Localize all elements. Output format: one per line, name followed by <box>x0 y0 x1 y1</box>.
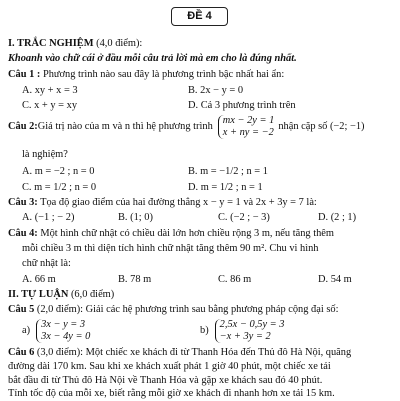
q3-text: Tọa độ giao điểm của hai đường thẳng x − y = 1 và 2x + 3y = 7 là: <box>37 197 317 208</box>
q5-b-system <box>215 319 285 343</box>
q2-system-eq1: mx − 2y = 1 <box>222 115 275 126</box>
q3-option-b: B. (1; 0) <box>118 212 153 223</box>
q6-line2: đường dài 170 km. Sau khi xe khách xuất phát 1 giờ 40 phút, một chiếc xe tải <box>8 361 331 372</box>
q6-line1: (3,0 điểm): Một chiếc xe khách đi từ Thanh Hóa đến Thủ đô Hà Nội, quãng <box>34 347 352 358</box>
q3-option-a: A. (−1 ; − 2) <box>22 212 75 223</box>
q1-option-d: D. Cả 3 phương trình trên <box>188 100 296 111</box>
q4-stem <box>8 228 392 241</box>
q5-stem <box>8 304 392 317</box>
q2-continuation: là nghiệm? <box>22 149 68 160</box>
q4-line2: mỗi chiều 3 m thì diện tích hình chữ nhật tăng thêm 90 m². Chu vi hình <box>22 243 319 254</box>
q3-option-c: C. (−2 ; − 3) <box>218 212 270 223</box>
q2-option-d: D. m = 1/2 ; n = 1 <box>188 182 263 193</box>
q3-stem <box>8 197 392 210</box>
q5-label: Câu 5 <box>8 304 35 315</box>
part1-heading-line <box>8 38 392 51</box>
q5-part-a <box>22 319 90 343</box>
exam-title-box <box>171 7 228 26</box>
part2-heading: II. TỰ LUẬN <box>8 289 69 300</box>
q2-system <box>218 115 275 139</box>
q2-option-c: C. m = 1/2 ; n = 0 <box>22 182 97 193</box>
part2-heading-line <box>8 289 392 302</box>
q5-a-eq2: 3x − 4y = 0 <box>41 330 91 342</box>
q6-line4: Tính tốc độ của mỗi xe, biết rằng mỗi giờ xe khách đi nhanh hơn xe tải 15 km. <box>8 388 335 399</box>
q2-option-b: B. m = −1/2 ; n = 1 <box>188 166 268 177</box>
q2-text-after: nhận cặp số (−2; −1) <box>278 120 365 132</box>
q5-b-eq2: −x + 3y = 2 <box>219 330 271 342</box>
q2-text-before: Giá trị nào của m và n thì hệ phương trình <box>37 120 213 132</box>
q5-part-b <box>200 319 284 343</box>
q2-stem <box>8 115 392 139</box>
q4-label: Câu 4: <box>8 228 38 239</box>
part2-points: (6,0 điểm) <box>68 289 115 300</box>
q6-stem <box>8 347 392 360</box>
part1-heading: I. TRẮC NGHIỆM <box>8 38 94 49</box>
q5-a-system <box>36 319 90 343</box>
exam-title: ĐỀ 4 <box>187 9 212 22</box>
q1-text: Phương trình nào sau đây là phương trình bậc nhất hai ẩn: <box>40 69 285 80</box>
q2-option-a: A. m = −2 ; n = 0 <box>22 166 95 177</box>
q3-option-d: D. (2 ; 1) <box>318 212 357 223</box>
q3-label: Câu 3: <box>8 197 38 208</box>
q4-line3: chữ nhật là: <box>22 258 71 269</box>
q4-option-c: C. 86 m <box>218 274 252 285</box>
q4-option-b: B. 78 m <box>118 274 152 285</box>
q1-option-b: B. 2x − y = 0 <box>188 85 244 96</box>
q6-line3: bắt đầu đi từ Thủ đô Hà Nội về Thanh Hóa và gặp xe khách sau đó 40 phút. <box>8 375 323 386</box>
q1-option-c: C. x + y = xy <box>22 100 78 111</box>
q5-b-eq1: 2,5x − 0,5y = 3 <box>219 319 285 330</box>
q2-system-eq2: x + ny = −2 <box>222 126 274 138</box>
q5-b-label: b) <box>200 324 209 336</box>
part1-instruction: Khoanh vào chữ cái ở đầu mỗi câu trả lời mà em cho là đúng nhất. <box>8 53 297 64</box>
q5-text: (2,0 điểm): Giải các hệ phương trình sau bằng phương pháp cộng đại số: <box>34 304 339 315</box>
part1-points: (4,0 điểm): <box>93 38 143 49</box>
q5-a-label: a) <box>22 324 31 336</box>
q2-label: Câu 2: <box>8 120 38 132</box>
q5-a-eq1: 3x − y = 3 <box>41 319 86 330</box>
q4-line1: Một hình chữ nhật có chiều dài lớn hơn chiều rộng 3 m, nếu tăng thêm <box>37 228 334 239</box>
q1-stem <box>8 69 392 82</box>
q4-option-d: D. 54 m <box>318 274 352 285</box>
q1-label: Câu 1 : <box>8 69 41 80</box>
q4-option-a: A. 66 m <box>22 274 56 285</box>
q6-label: Câu 6 <box>8 347 35 358</box>
q1-option-a: A. xy + x = 3 <box>22 85 78 96</box>
